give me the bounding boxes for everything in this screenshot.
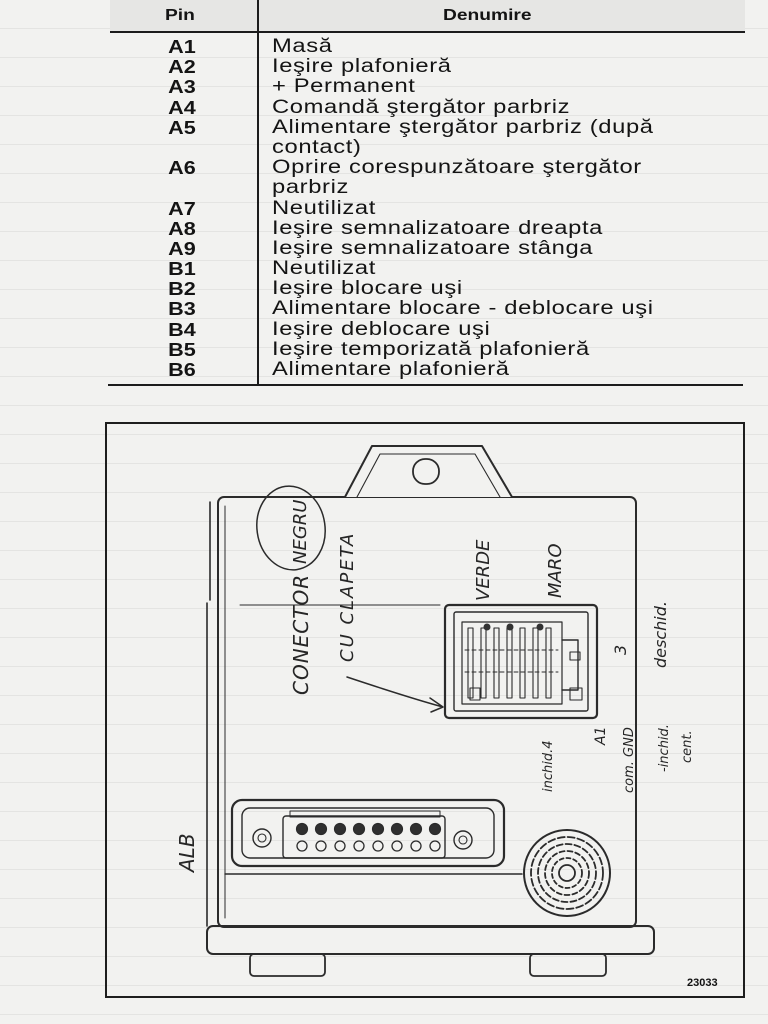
table-row bbox=[0, 37, 768, 57]
figure-frame bbox=[105, 422, 745, 998]
pin-cell: B1 bbox=[168, 259, 196, 280]
table-row bbox=[0, 340, 768, 360]
pin-cell: A3 bbox=[168, 77, 196, 98]
pin-cell: A5 bbox=[168, 117, 196, 138]
label-inchid-4: inchid.4 bbox=[541, 740, 556, 792]
pin-cell: A8 bbox=[168, 218, 196, 239]
pin-cell: A6 bbox=[168, 158, 196, 179]
table-row bbox=[0, 320, 768, 340]
name-text: Ieşire semnalizatoare dreapta bbox=[272, 217, 604, 239]
header-rule bbox=[110, 31, 745, 33]
label-inchid-cent-2: cent. bbox=[680, 730, 695, 763]
name-text: Neutilizat bbox=[272, 258, 376, 280]
pin-cell: B2 bbox=[168, 279, 196, 300]
name-text: Oprire corespunzătoare ştergător bbox=[272, 157, 642, 179]
name-text-continued: contact) bbox=[272, 136, 362, 158]
pin-cell: A4 bbox=[168, 97, 196, 118]
table-bottom-rule bbox=[108, 384, 743, 386]
name-text: Ieşire semnalizatoare stânga bbox=[272, 237, 594, 259]
name-cell bbox=[272, 199, 768, 219]
table-row bbox=[0, 219, 768, 239]
table-row bbox=[0, 199, 768, 219]
name-text-continued: parbriz bbox=[272, 177, 349, 199]
name-text: Alimentare ştergător parbriz (după bbox=[272, 116, 654, 138]
name-cell bbox=[272, 279, 768, 299]
table-row bbox=[0, 360, 768, 380]
name-text: + Permanent bbox=[272, 76, 416, 98]
figure-code: 23033 bbox=[687, 977, 718, 989]
name-cell bbox=[272, 239, 768, 259]
table-row bbox=[0, 118, 768, 158]
name-cell bbox=[272, 98, 768, 118]
label-negru: NEGRU bbox=[290, 499, 311, 564]
label-verde: VERDE bbox=[473, 539, 494, 601]
pin-cell: B6 bbox=[168, 360, 196, 380]
pin-table bbox=[0, 37, 768, 380]
label-inchid-cent-1: -inchid. bbox=[657, 724, 672, 772]
table-row bbox=[0, 57, 768, 77]
name-text: Neutilizat bbox=[272, 197, 376, 219]
table-row bbox=[0, 299, 768, 319]
pin-cell: B3 bbox=[168, 299, 196, 320]
name-text: Ieşire temporizată plafonieră bbox=[272, 338, 590, 360]
label-conector: CONECTOR bbox=[289, 573, 313, 695]
name-cell bbox=[272, 360, 768, 380]
name-cell bbox=[272, 57, 768, 77]
name-text: Alimentare plafonieră bbox=[272, 359, 510, 380]
name-cell bbox=[272, 299, 768, 319]
name-cell bbox=[272, 118, 768, 158]
label-maro: MARO bbox=[545, 543, 566, 598]
table-header-band bbox=[110, 0, 745, 31]
name-text: Alimentare blocare - deblocare uşi bbox=[272, 298, 654, 320]
label-deschid: deschid. bbox=[651, 601, 670, 668]
table-row bbox=[0, 77, 768, 97]
table-row bbox=[0, 279, 768, 299]
name-text: Ieşire deblocare uşi bbox=[272, 318, 491, 340]
name-cell bbox=[272, 320, 768, 340]
name-cell bbox=[272, 219, 768, 239]
pin-cell: A7 bbox=[168, 198, 196, 219]
header-pin: Pin bbox=[165, 7, 195, 24]
pin-cell: B4 bbox=[168, 319, 196, 340]
pin-cell: A9 bbox=[168, 238, 196, 259]
name-cell bbox=[272, 340, 768, 360]
name-cell bbox=[272, 259, 768, 279]
table-row bbox=[0, 98, 768, 118]
name-cell bbox=[272, 37, 768, 57]
name-cell bbox=[272, 158, 768, 198]
name-text: Comandă ştergător parbriz bbox=[272, 96, 571, 118]
label-three: 3 bbox=[611, 644, 630, 655]
name-text: Ieşire blocare uşi bbox=[272, 278, 463, 300]
pin-cell: B5 bbox=[168, 339, 196, 360]
header-denumire: Denumire bbox=[443, 7, 532, 24]
table-row bbox=[0, 259, 768, 279]
table-row bbox=[0, 158, 768, 198]
pin-cell: A1 bbox=[168, 37, 196, 57]
name-cell bbox=[272, 77, 768, 97]
name-text: Ieşire plafonieră bbox=[272, 56, 452, 78]
label-alb: ALB bbox=[175, 833, 199, 872]
label-cu-clapeta: CU CLAPETA bbox=[337, 531, 358, 662]
table-row bbox=[0, 239, 768, 259]
label-a1: A1 bbox=[593, 726, 609, 745]
pin-cell: A2 bbox=[168, 57, 196, 78]
name-text: Masă bbox=[272, 36, 333, 57]
label-com-gnd: com. GND bbox=[622, 727, 637, 793]
